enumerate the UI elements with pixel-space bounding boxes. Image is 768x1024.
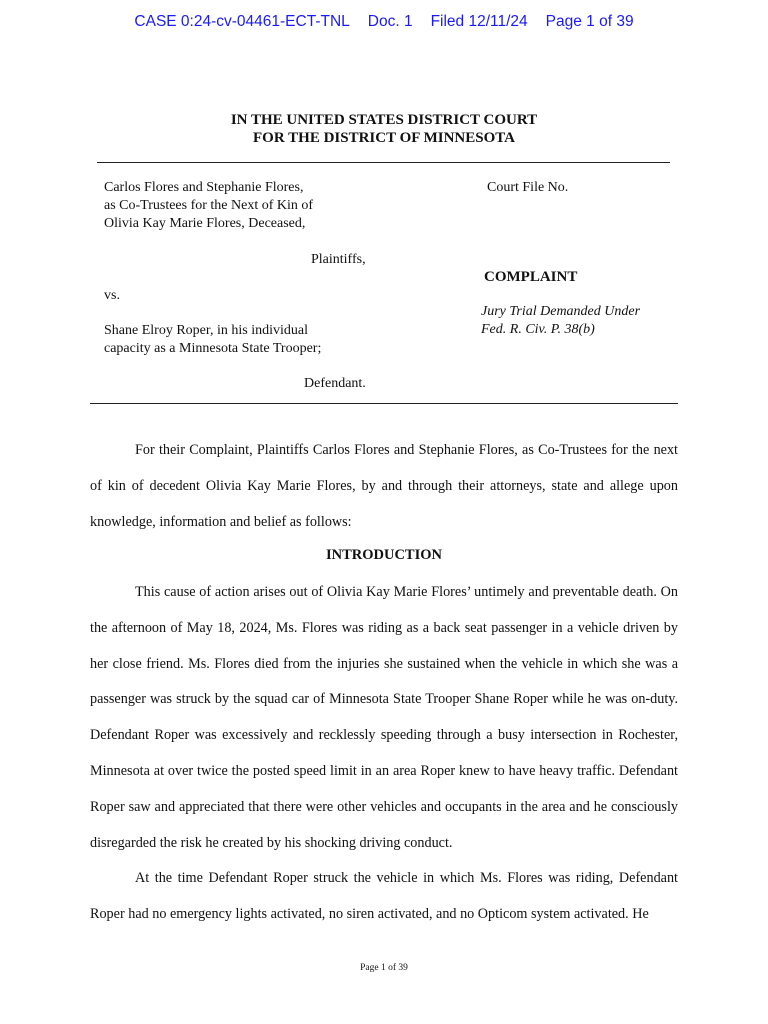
defendant-block [104,322,321,358]
filed-date: Filed 12/11/24 [430,13,528,30]
introduction-paragraph-1: This cause of action arises out of Olivia Kay Marie Flores’ untimely and preventable death. On the afternoon of May 18, 2024, Ms. Flores was riding as a back seat passenger in a vehicle driven by her close friend. Ms. Flores died from the injuries she sustained when the vehicle in which she was a passenger was struck by the squad car of Minnesota State Trooper Shane Roper while he was on-duty. Defendant Roper was excessively and recklessly speeding through a busy intersection in Rochester, Minnesota at over twice the posted speed limit in an area Roper knew to have heavy traffic. Defendant Roper saw and appreciated that there were other vehicles and occupants in the area and he consciously disregarded the risk he created by his shocking driving conduct. [90,584,678,851]
jury-demand [481,303,640,339]
versus-label: vs. [104,288,120,303]
caption-bottom-rule [90,403,678,404]
plaintiffs-line: Carlos Flores and Stephanie Flores, [104,180,304,195]
introduction-paragraph-2: At the time Defendant Roper struck the vehicle in which Ms. Flores was riding, Defendant Roper had no emergency lights activated, no siren activated, and no Opticom system activated. He [90,870,678,923]
court-file-number: Court File No. [487,180,569,195]
plaintiffs-line: Olivia Kay Marie Flores, Deceased, [104,216,306,231]
court-name-line-2: FOR THE DISTRICT OF MINNESOTA [253,130,515,146]
document-title: COMPLAINT [484,269,578,285]
introduction-body [90,575,678,933]
section-heading: INTRODUCTION [325,547,442,563]
case-header-stamp [0,13,768,31]
court-name-line-1: IN THE UNITED STATES DISTRICT COURT [230,112,538,128]
plaintiffs-line: as Co-Trustees for the Next of Kin of [104,198,314,213]
case-number: CASE 0:24-cv-04461-ECT-TNL [134,13,350,30]
page-footer: Page 1 of 39 [360,963,408,973]
doc-number: Doc. 1 [367,13,413,30]
plaintiffs-label: Plaintiffs, [311,252,366,267]
defendant-label: Defendant. [304,376,366,391]
court-name [0,111,768,147]
caption-top-rule [97,162,670,163]
plaintiffs-block [104,179,313,233]
defendant-line: capacity as a Minnesota State Trooper; [104,341,322,356]
opening-paragraph-block [90,433,678,540]
jury-demand-line: Fed. R. Civ. P. 38(b) [481,322,595,337]
defendant-line: Shane Elroy Roper, in his individual [104,323,308,338]
opening-paragraph: For their Complaint, Plaintiffs Carlos Flores and Stephanie Flores, as Co-Trustees for the next of kin of decedent Olivia Kay Marie Flores, by and through their attorneys, state and allege upon knowledge, information and belief as follows: [90,442,678,530]
stamp-page-count: Page 1 of 39 [545,13,634,30]
jury-demand-line: Jury Trial Demanded Under [481,304,641,319]
